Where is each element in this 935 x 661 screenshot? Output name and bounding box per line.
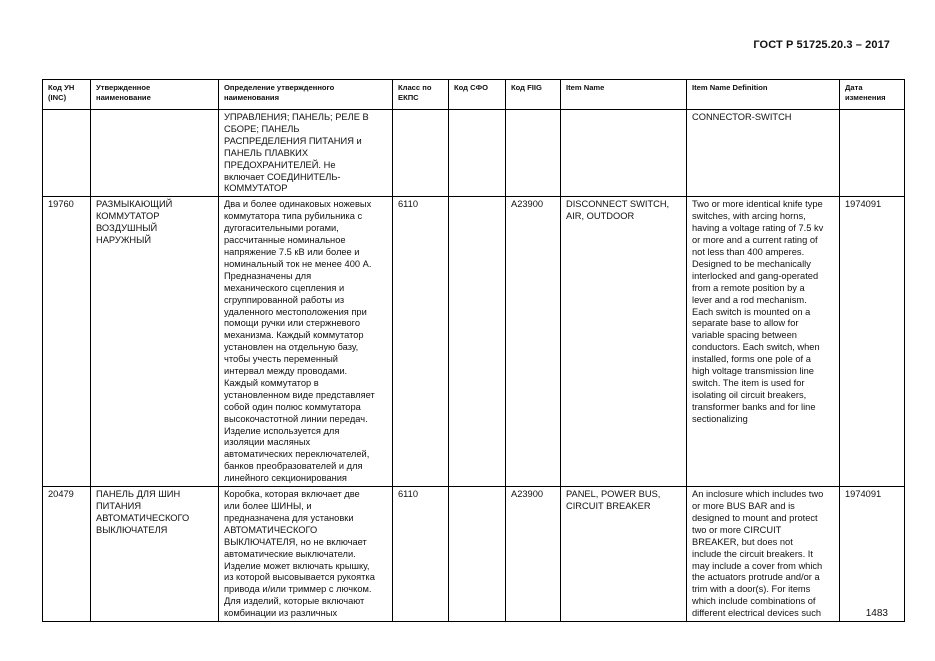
column-header-inc: Код УН (INC) <box>43 80 91 110</box>
cell-item-name: DISCONNECT SWITCH, AIR, OUTDOOR <box>561 197 687 487</box>
table-row <box>43 487 905 622</box>
table-row <box>43 110 905 197</box>
cell-definition-ru: УПРАВЛЕНИЯ; ПАНЕЛЬ; РЕЛЕ В СБОРЕ; ПАНЕЛЬ РАСПРЕДЕЛЕНИЯ ПИТАНИЯ и ПАНЕЛЬ ПЛАВКИХ ПРЕДОХРАНИТЕЛЕЙ. Не включает СОЕДИНИТЕЛЬ- КОММУТАТОР <box>219 110 393 197</box>
table-header-row <box>43 80 905 110</box>
cell-change-date: 1974091 <box>840 487 905 622</box>
cell-change-date: 1974091 <box>840 197 905 487</box>
table-row <box>43 197 905 487</box>
cell-item-name-definition: Two or more identical knife type switches, with arcing horns, having a voltage rating of 7.5 kv or more and a current rating of not less than 400 amperes. Designed to be mechanically interlocked and gang-operated from a remote position by a lever and a rod mechanism. Each switch is mounted on a separate base to allow for variable spacing between conductors. Each switch, when installed, forms one pole of a high voltage transmission line switch. The item is used for isolating oil circuit breakers, transformer banks and for line sectionalizing <box>687 197 840 487</box>
cell-item-name-definition: CONNECTOR-SWITCH <box>687 110 840 197</box>
cell-item-name <box>561 110 687 197</box>
cell-code-sfo <box>449 110 506 197</box>
cell-item-name-definition: An inclosure which includes two or more BUS BAR and is designed to mount and protect two or more CIRCUIT BREAKER, but does not include the circuit breakers. It may include a cover from which the actuators protrude and/or a trim with a door(s). For items which include combinations of different electrical devices such <box>687 487 840 622</box>
column-header-approved-name: Утвержденное наименование <box>91 80 219 110</box>
item-name-catalog-table <box>42 79 905 622</box>
cell-approved-name: ПАНЕЛЬ ДЛЯ ШИН ПИТАНИЯ АВТОМАТИЧЕСКОГО ВЫКЛЮЧАТЕЛЯ <box>91 487 219 622</box>
cell-change-date <box>840 110 905 197</box>
cell-item-name: PANEL, POWER BUS, CIRCUIT BREAKER <box>561 487 687 622</box>
column-header-class-ekps: Класс по ЕКПС <box>393 80 449 110</box>
cell-code-fiig <box>506 110 561 197</box>
cell-code-sfo <box>449 197 506 487</box>
page-number: 1483 <box>865 608 888 619</box>
column-header-code-sfo: Код СФО <box>449 80 506 110</box>
cell-code-sfo <box>449 487 506 622</box>
cell-definition-ru: Коробка, которая включает две или более ШИНЫ, и предназначена для установки АВТОМАТИЧЕСКОГО ВЫКЛЮЧАТЕЛЯ, но не включает автоматические выключатели. Изделие может включать крышку, из которой высовывается рукоятка привода и/или триммер с лючком. Для изделий, которые включают комбинации из различных <box>219 487 393 622</box>
cell-code-fiig: A23900 <box>506 197 561 487</box>
cell-class-ekps: 6110 <box>393 487 449 622</box>
column-header-code-fiig: Код FIIG <box>506 80 561 110</box>
cell-inc <box>43 110 91 197</box>
cell-class-ekps: 6110 <box>393 197 449 487</box>
column-header-change-date: Дата изменения <box>840 80 905 110</box>
cell-approved-name <box>91 110 219 197</box>
cell-inc: 19760 <box>43 197 91 487</box>
column-header-definition: Определение утвержденного наименования <box>219 80 393 110</box>
cell-class-ekps <box>393 110 449 197</box>
cell-approved-name: РАЗМЫКАЮЩИЙ КОММУТАТОР ВОЗДУШНЫЙ НАРУЖНЫЙ <box>91 197 219 487</box>
column-header-item-name-definition: Item Name Definition <box>687 80 840 110</box>
document-standard-id: ГОСТ Р 51725.20.3 – 2017 <box>753 39 890 51</box>
cell-inc: 20479 <box>43 487 91 622</box>
column-header-item-name: Item Name <box>561 80 687 110</box>
cell-definition-ru: Два и более одинаковых ножевых коммутатора типа рубильника с дугогасительными рогами, рассчитанные номинальное напряжение 7.5 кВ или более и номинальный ток не менее 400 А. Предназначены для механического сцепления и сгруппированной работы из удаленного местоположения при помощи ручки или стержневого механизма. Каждый коммутатор установлен на отдельную базу, чтобы учесть переменный интервал между проводами. Каждый коммутатор в установленном виде представляет собой один полюс коммутатора высокочастотной линии передач. Изделие используется для изоляции масляных автоматических переключателей, банков преобразователей и для линейного секционирования <box>219 197 393 487</box>
cell-code-fiig: A23900 <box>506 487 561 622</box>
